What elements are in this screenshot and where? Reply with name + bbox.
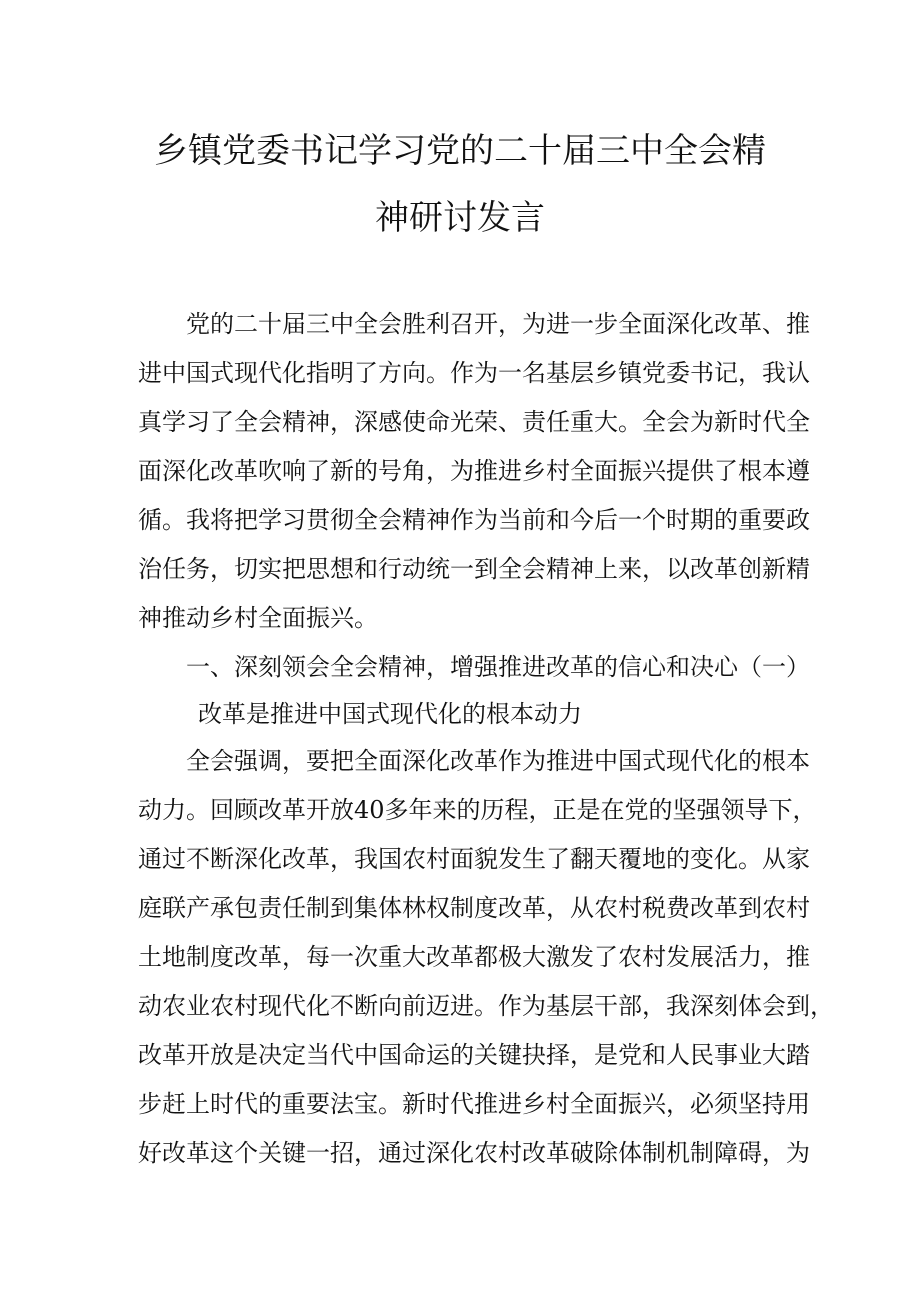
paragraph-2-line: 通过不断深化改革，我国农村面貌发生了翻天覆地的变化。从家 bbox=[138, 845, 810, 873]
document-title-line-2: 神研讨发言 bbox=[375, 198, 545, 238]
section-1-heading: 一、深刻领会全会精神，增强推进改革的信心和决心（一） bbox=[186, 653, 810, 681]
paragraph-1-line: 进中国式现代化指明了方向。作为一名基层乡镇党委书记，我认 bbox=[138, 359, 810, 387]
paragraph-1-line: 真学习了全会精神，深感使命光荣、责任重大。全会为新时代全 bbox=[138, 408, 810, 436]
document-title-line-1: 乡镇党委书记学习党的二十届三中全会精 bbox=[154, 131, 766, 171]
paragraph-1-line: 循。我将把学习贯彻全会精神作为当前和今后一个时期的重要政 bbox=[138, 506, 810, 534]
paragraph-1-line: 治任务，切实把思想和行动统一到全会精神上来，以改革创新精 bbox=[138, 555, 810, 583]
paragraph-2-line: 改革开放是决定当代中国命运的关键抉择，是党和人民事业大踏 bbox=[138, 1041, 810, 1069]
paragraph-2-line: 好改革这个关键一招，通过深化农村改革破除体制机制障碍，为 bbox=[138, 1139, 810, 1167]
paragraph-2-line: 步赶上时代的重要法宝。新时代推进乡村全面振兴，必须坚持用 bbox=[138, 1090, 810, 1118]
subsection-1-heading: 改革是推进中国式现代化的根本动力 bbox=[198, 700, 582, 728]
paragraph-2-line: 庭联产承包责任制到集体林权制度改革，从农村税费改革到农村 bbox=[138, 894, 810, 922]
paragraph-2-line: 全会强调，要把全面深化改革作为推进中国式现代化的根本 bbox=[186, 747, 810, 775]
paragraph-2-line: 动农业农村现代化不断向前迈进。作为基层干部，我深刻体会到， bbox=[138, 992, 834, 1020]
paragraph-2-line: 土地制度改革，每一次重大改革都极大激发了农村发展活力，推 bbox=[138, 943, 810, 971]
paragraph-1-line: 神推动乡村全面振兴。 bbox=[138, 604, 378, 632]
paragraph-2-line: 动力。回顾改革开放40多年来的历程，正是在党的坚强领导下， bbox=[138, 796, 817, 824]
paragraph-1-line: 党的二十届三中全会胜利召开，为进一步全面深化改革、推 bbox=[186, 310, 810, 338]
paragraph-1-line: 面深化改革吹响了新的号角，为推进乡村全面振兴提供了根本遵 bbox=[138, 457, 810, 485]
